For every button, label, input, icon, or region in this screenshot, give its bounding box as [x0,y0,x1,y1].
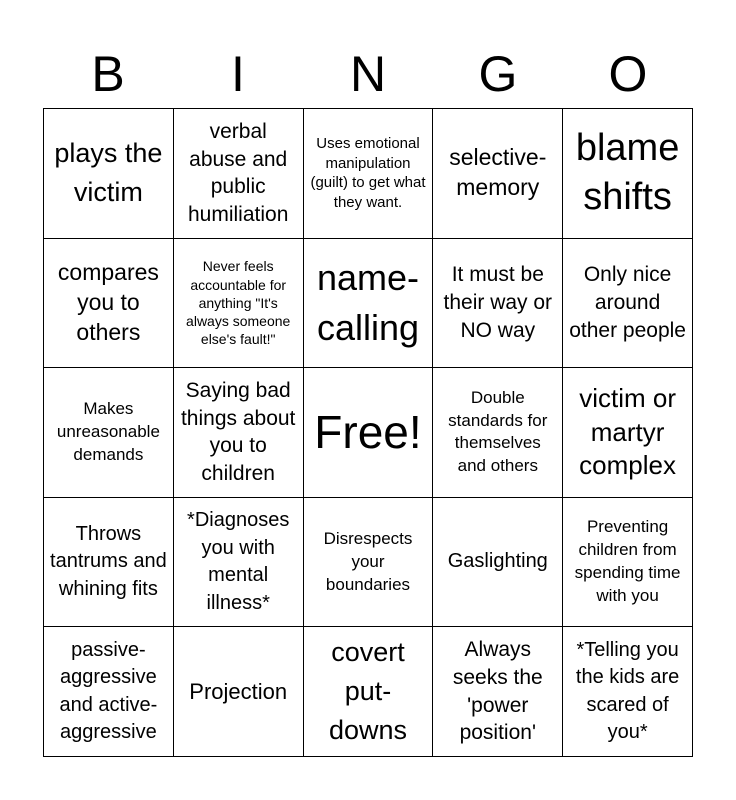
bingo-cell-r1c5[interactable]: blame shifts [563,109,693,239]
bingo-header [43,40,693,108]
bingo-cell-r5c2[interactable]: Projection [174,627,304,757]
bingo-cell-r3c4[interactable]: Double standards for themselves and others [433,368,563,498]
header-letter-b: B [91,46,125,102]
bingo-cell-r2c2[interactable]: Never feels accountable for anything "It's always someone else's fault!" [174,239,304,369]
header-letter-i: I [231,46,245,102]
bingo-cell-r4c4[interactable]: Gaslighting [433,498,563,628]
header-letter-o: O [608,46,648,102]
header-letter-g: G [478,46,518,102]
bingo-cell-r4c3[interactable]: Disrespects your boundaries [304,498,434,628]
bingo-cell-r5c5[interactable]: *Telling you the kids are scared of you* [563,627,693,757]
bingo-cell-r2c4[interactable]: It must be their way or NO way [433,239,563,369]
bingo-cell-r2c3[interactable]: name-calling [304,239,434,369]
bingo-cell-free[interactable]: Free! [304,368,434,498]
bingo-cell-r3c2[interactable]: Saying bad things about you to children [174,368,304,498]
bingo-cell-r1c1[interactable]: plays the victim [44,109,174,239]
bingo-cell-r2c5[interactable]: Only nice around other people [563,239,693,369]
bingo-cell-r3c5[interactable]: victim or martyr complex [563,368,693,498]
bingo-cell-r3c1[interactable]: Makes unreasonable demands [44,368,174,498]
bingo-cell-r1c4[interactable]: selective-memory [433,109,563,239]
header-letter-n: N [349,46,387,102]
bingo-cell-r1c2[interactable]: verbal abuse and public humiliation [174,109,304,239]
bingo-cell-r4c1[interactable]: Throws tantrums and whining fits [44,498,174,628]
bingo-cell-r1c3[interactable]: Uses emotional manipulation (guilt) to get what they want. [304,109,434,239]
bingo-cell-r4c2[interactable]: *Diagnoses you with mental illness* [174,498,304,628]
bingo-cell-r2c1[interactable]: compares you to others [44,239,174,369]
bingo-card-grid [43,108,693,757]
bingo-cell-r5c3[interactable]: covert put-downs [304,627,434,757]
bingo-cell-r5c4[interactable]: Always seeks the 'power position' [433,627,563,757]
bingo-cell-r4c5[interactable]: Preventing children from spending time with you [563,498,693,628]
bingo-cell-r5c1[interactable]: passive-aggressive and active-aggressive [44,627,174,757]
